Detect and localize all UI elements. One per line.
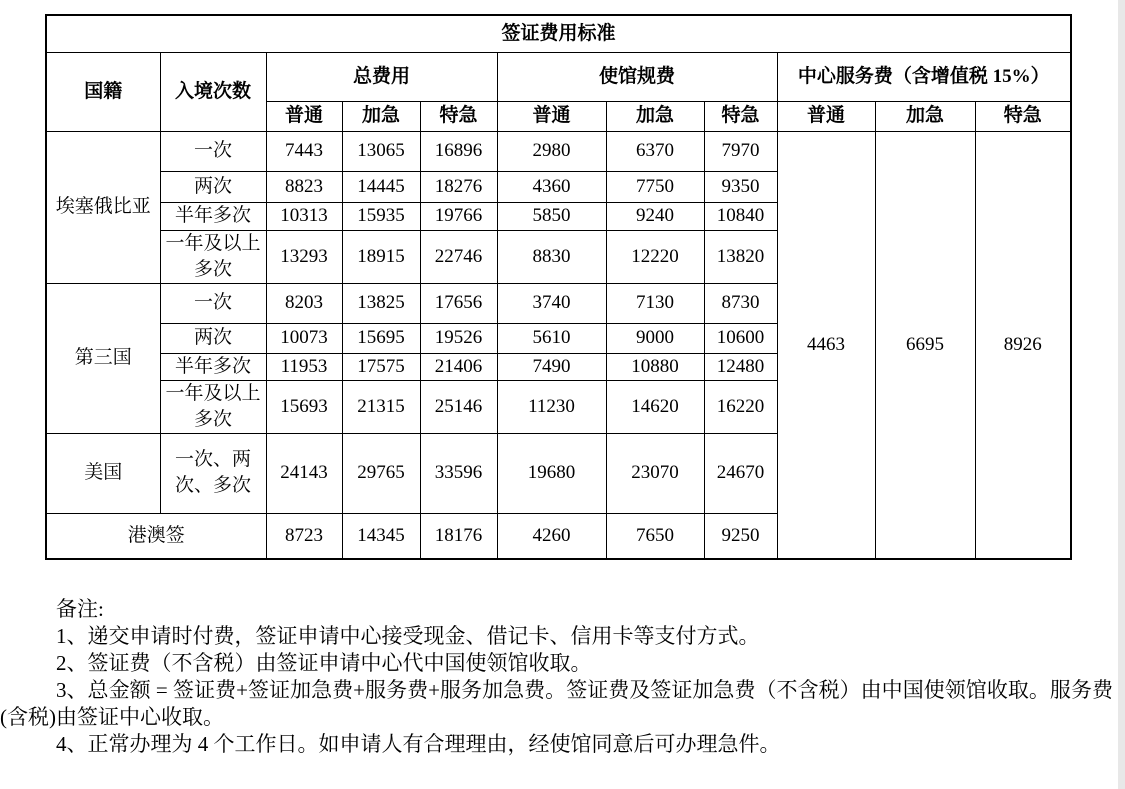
embassy-rush: 8730 bbox=[704, 283, 777, 323]
embassy-normal: 8830 bbox=[497, 230, 606, 283]
embassy-rush: 16220 bbox=[704, 380, 777, 433]
total-rush: 22746 bbox=[420, 230, 497, 283]
total-normal: 8823 bbox=[266, 171, 342, 202]
embassy-express: 9000 bbox=[606, 323, 704, 353]
entry-cell: 两次 bbox=[160, 171, 266, 202]
total-rush: 21406 bbox=[420, 353, 497, 380]
embassy-normal: 3740 bbox=[497, 283, 606, 323]
total-normal: 24143 bbox=[266, 433, 342, 513]
embassy-normal: 4360 bbox=[497, 171, 606, 202]
total-rush: 19526 bbox=[420, 323, 497, 353]
entry-cell: 半年多次 bbox=[160, 202, 266, 230]
subcol-total-normal: 普通 bbox=[266, 101, 342, 131]
entry-cell: 一年及以上多次 bbox=[160, 230, 266, 283]
total-normal: 15693 bbox=[266, 380, 342, 433]
total-express: 18915 bbox=[342, 230, 420, 283]
entry-cell: 半年多次 bbox=[160, 353, 266, 380]
subcol-total-express: 加急 bbox=[342, 101, 420, 131]
total-rush: 33596 bbox=[420, 433, 497, 513]
hk-macau-label-cell: 港澳签 bbox=[46, 513, 266, 559]
total-rush: 17656 bbox=[420, 283, 497, 323]
entry-cell: 一年及以上多次 bbox=[160, 380, 266, 433]
entry-cell: 一次、两次、多次 bbox=[160, 433, 266, 513]
embassy-rush: 10600 bbox=[704, 323, 777, 353]
subcol-total-rush: 特急 bbox=[420, 101, 497, 131]
subcol-service-express: 加急 bbox=[875, 101, 975, 131]
total-express: 14345 bbox=[342, 513, 420, 559]
total-rush: 18276 bbox=[420, 171, 497, 202]
entry-cell: 一次 bbox=[160, 131, 266, 171]
total-rush: 18176 bbox=[420, 513, 497, 559]
total-express: 14445 bbox=[342, 171, 420, 202]
embassy-rush: 24670 bbox=[704, 433, 777, 513]
total-normal: 13293 bbox=[266, 230, 342, 283]
total-express: 21315 bbox=[342, 380, 420, 433]
embassy-express: 6370 bbox=[606, 131, 704, 171]
notes-heading: 备注: bbox=[56, 597, 104, 621]
entry-cell: 一次 bbox=[160, 283, 266, 323]
total-normal: 8723 bbox=[266, 513, 342, 559]
total-normal: 11953 bbox=[266, 353, 342, 380]
total-rush: 19766 bbox=[420, 202, 497, 230]
service-fee-rush: 8926 bbox=[975, 131, 1071, 559]
col-group-embassy-fee: 使馆规费 bbox=[497, 52, 777, 101]
embassy-express: 7650 bbox=[606, 513, 704, 559]
service-fee-normal: 4463 bbox=[777, 131, 875, 559]
table-title: 签证费用标准 bbox=[46, 15, 1071, 52]
total-normal: 10313 bbox=[266, 202, 342, 230]
table-row bbox=[46, 131, 1071, 171]
embassy-rush: 10840 bbox=[704, 202, 777, 230]
entry-cell: 两次 bbox=[160, 323, 266, 353]
total-normal: 8203 bbox=[266, 283, 342, 323]
visa-fee-table bbox=[45, 14, 1072, 560]
embassy-rush: 13820 bbox=[704, 230, 777, 283]
note-item-2: 2、签证费（不含税）由签证申请中心代中国使领馆收取。 bbox=[56, 651, 592, 675]
subcol-embassy-express: 加急 bbox=[606, 101, 704, 131]
nationality-cell-usa: 美国 bbox=[46, 433, 160, 513]
total-rush: 25146 bbox=[420, 380, 497, 433]
total-express: 29765 bbox=[342, 433, 420, 513]
note-item-4: 4、正常办理为 4 个工作日。如申请人有合理理由，经使馆同意后可办理急件。 bbox=[56, 732, 781, 756]
embassy-rush: 9350 bbox=[704, 171, 777, 202]
total-express: 13065 bbox=[342, 131, 420, 171]
total-express: 13825 bbox=[342, 283, 420, 323]
subcol-service-normal: 普通 bbox=[777, 101, 875, 131]
col-header-entries: 入境次数 bbox=[160, 52, 266, 131]
nationality-cell-third-country: 第三国 bbox=[46, 283, 160, 433]
embassy-rush: 12480 bbox=[704, 353, 777, 380]
total-normal: 10073 bbox=[266, 323, 342, 353]
service-fee-express: 6695 bbox=[875, 131, 975, 559]
nationality-cell-ethiopia: 埃塞俄比亚 bbox=[46, 131, 160, 283]
embassy-normal: 7490 bbox=[497, 353, 606, 380]
embassy-express: 9240 bbox=[606, 202, 704, 230]
embassy-express: 14620 bbox=[606, 380, 704, 433]
col-group-service-fee: 中心服务费（含增值税 15%） bbox=[777, 52, 1071, 101]
embassy-rush: 7970 bbox=[704, 131, 777, 171]
embassy-express: 12220 bbox=[606, 230, 704, 283]
subcol-service-rush: 特急 bbox=[975, 101, 1071, 131]
note-item-3: 3、总金额 = 签证费+签证加急费+服务费+服务加急费。签证费及签证加急费（不含税）由中国使领馆收取。服务费(含税)由签证中心收取。 bbox=[0, 678, 1113, 729]
total-express: 15695 bbox=[342, 323, 420, 353]
embassy-express: 7130 bbox=[606, 283, 704, 323]
note-item-1: 1、递交申请时付费，签证申请中心接受现金、借记卡、信用卡等支付方式。 bbox=[56, 624, 760, 648]
embassy-normal: 2980 bbox=[497, 131, 606, 171]
subcol-embassy-rush: 特急 bbox=[704, 101, 777, 131]
col-group-total-fee: 总费用 bbox=[266, 52, 497, 101]
embassy-rush: 9250 bbox=[704, 513, 777, 559]
embassy-express: 10880 bbox=[606, 353, 704, 380]
total-rush: 16896 bbox=[420, 131, 497, 171]
total-express: 15935 bbox=[342, 202, 420, 230]
embassy-normal: 19680 bbox=[497, 433, 606, 513]
embassy-normal: 11230 bbox=[497, 380, 606, 433]
embassy-normal: 4260 bbox=[497, 513, 606, 559]
embassy-normal: 5850 bbox=[497, 202, 606, 230]
total-normal: 7443 bbox=[266, 131, 342, 171]
total-express: 17575 bbox=[342, 353, 420, 380]
notes-section bbox=[0, 596, 1113, 758]
col-header-nationality: 国籍 bbox=[46, 52, 160, 131]
scrollbar-track[interactable] bbox=[1118, 0, 1125, 789]
embassy-normal: 5610 bbox=[497, 323, 606, 353]
embassy-express: 23070 bbox=[606, 433, 704, 513]
embassy-express: 7750 bbox=[606, 171, 704, 202]
subcol-embassy-normal: 普通 bbox=[497, 101, 606, 131]
